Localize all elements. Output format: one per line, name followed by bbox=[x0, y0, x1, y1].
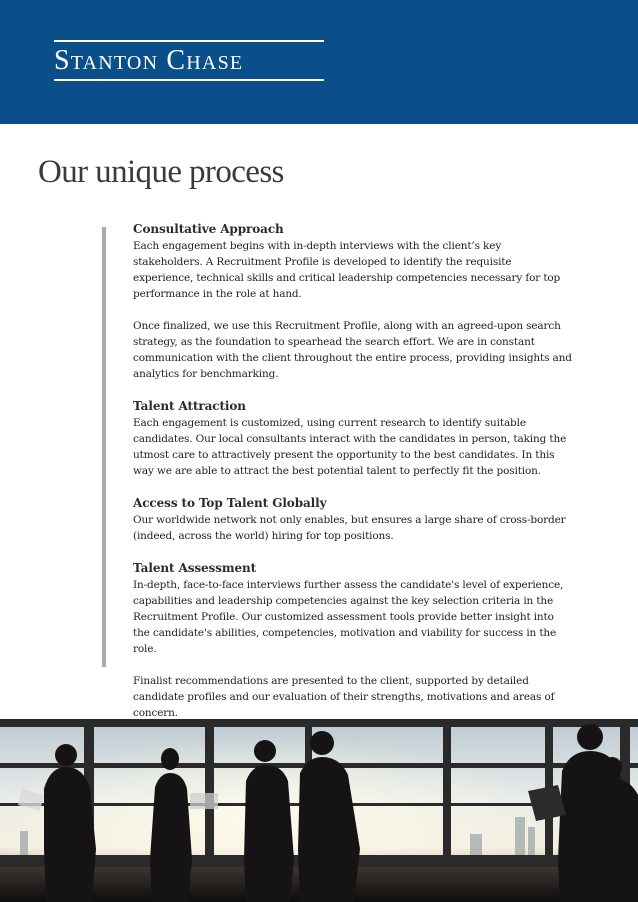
logo-bottom-rule bbox=[54, 79, 324, 81]
talent-assessment-paragraph-1: In-depth, face-to-face interviews further assess the candidate's level of experience, capabilities and leadership competencies against the key selection criteria in the Recruitment Profile. Our customized assessment tools provide better insight into the candidate's abilities, competencies, motivation and viability for success in the role. bbox=[133, 579, 564, 655]
talent-attraction-heading: Talent Attraction bbox=[133, 399, 246, 413]
page-title: Our unique process bbox=[38, 154, 284, 190]
logo-top-rule bbox=[54, 40, 324, 42]
logo-wordmark: Stanton Chase bbox=[54, 45, 244, 76]
header-banner bbox=[0, 0, 638, 124]
access-global-talent-paragraph: Our worldwide network not only enables, but ensures a large share of cross-border (indeed, across the world) hiring for top positions. bbox=[133, 514, 566, 542]
process-content bbox=[133, 221, 573, 721]
consultative-approach-paragraph-2: Once finalized, we use this Recruitment Profile, along with an agreed-upon search strategy, as the foundation to spearhead the search effort. We are in constant communication with the client throughout the entire process, providing insights and analytics for benchmarking. bbox=[133, 320, 572, 380]
talent-assessment-heading: Talent Assessment bbox=[133, 561, 257, 575]
access-global-talent-heading: Access to Top Talent Globally bbox=[133, 496, 327, 510]
consultative-approach-paragraph-1: Each engagement begins with in-depth interviews with the client’s key stakeholders. A Recruitment Profile is developed to identify the requisite experience, technical skills and critical leadership competencies necessary for top performance in the role at hand. bbox=[133, 240, 561, 300]
stanton-chase-logo bbox=[54, 40, 324, 81]
consultative-approach-heading: Consultative Approach bbox=[133, 222, 284, 236]
talent-attraction-paragraph: Each engagement is customized, using current research to identify suitable candidates. Our local consultants interact with the candidates in person, taking the utmost care to attractively present the opportunity to the best candidates. In this way we are able to attract the best potential talent to perfectly fit the position. bbox=[133, 417, 567, 477]
business-people-silhouette-photo bbox=[0, 719, 638, 902]
talent-assessment-paragraph-2: Finalist recommendations are presented to the client, supported by detailed candidate profiles and our evaluation of their strengths, motivations and areas of concern. bbox=[133, 675, 555, 719]
office-window-illustration bbox=[0, 719, 638, 902]
accent-vertical-bar bbox=[102, 227, 106, 667]
